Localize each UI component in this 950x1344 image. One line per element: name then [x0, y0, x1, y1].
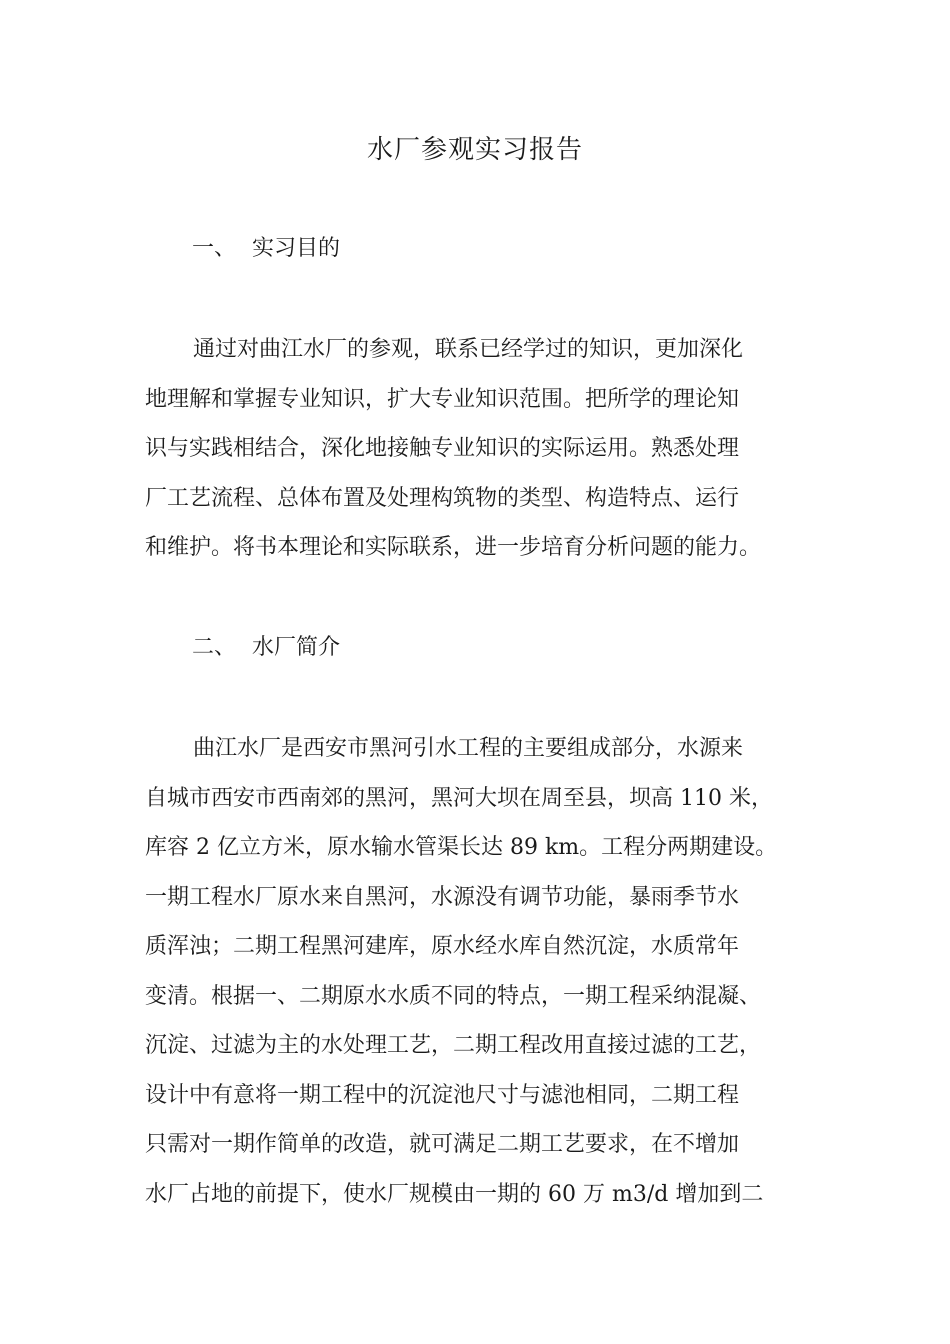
paragraph-purpose: [145, 325, 835, 573]
paragraph-line: 设计中有意将一期工程中的沉淀池尺寸与滤池相同，二期工程: [145, 1082, 740, 1108]
paragraph-line: 自城市西安市西南郊的黑河，黑河大坝在周至县，坝高 110 米，: [145, 785, 773, 811]
section-number: 二、: [192, 635, 237, 660]
paragraph-intro: [145, 724, 835, 1219]
section-number: 一、: [192, 236, 237, 261]
paragraph-line: 库容 2 亿立方米，原水输水管渠长达 89 km。工程分两期建设。: [145, 835, 778, 860]
section-heading-intro: [192, 633, 340, 663]
paragraph-line: 识与实践相结合，深化地接触专业知识的实际运用。熟悉处理: [145, 436, 740, 461]
paragraph-line: 变清。根据一、二期原水水质不同的特点，一期工程采纳混凝、: [145, 983, 762, 1009]
paragraph-line: 曲江水厂是西安市黑河引水工程的主要组成部分，水源来: [193, 736, 744, 761]
section-heading-purpose: [192, 234, 340, 264]
section-heading-text: 水厂简介: [252, 635, 341, 660]
paragraph-line: 一期工程水厂原水来自黑河，水源没有调节功能，暴雨季节水: [145, 884, 740, 910]
paragraph-line: 质浑浊；二期工程黑河建库，原水经水库自然沉淀，水质常年: [145, 934, 740, 959]
paragraph-line: 地理解和掌握专业知识，扩大专业知识范围。把所学的理论知: [145, 386, 740, 412]
paragraph-line: 沉淀、过滤为主的水处理工艺，二期工程改用直接过滤的工艺，: [145, 1033, 762, 1058]
paragraph-line: 和维护。将书本理论和实际联系，进一步培育分析问题的能力。: [145, 535, 762, 560]
document-title: 水厂参观实习报告: [366, 135, 583, 165]
paragraph-line: 通过对曲江水厂的参观，联系已经学过的知识，更加深化: [193, 337, 744, 362]
paragraph-line: 水厂占地的前提下，使水厂规模由一期的 60 万 m3/d 增加到二: [145, 1181, 764, 1207]
paragraph-line: 厂工艺流程、总体布置及处理构筑物的类型、构造特点、运行: [145, 485, 740, 511]
section-heading-text: 实习目的: [252, 236, 341, 261]
paragraph-line: 只需对一期作简单的改造，就可满足二期工艺要求，在不增加: [145, 1132, 740, 1157]
